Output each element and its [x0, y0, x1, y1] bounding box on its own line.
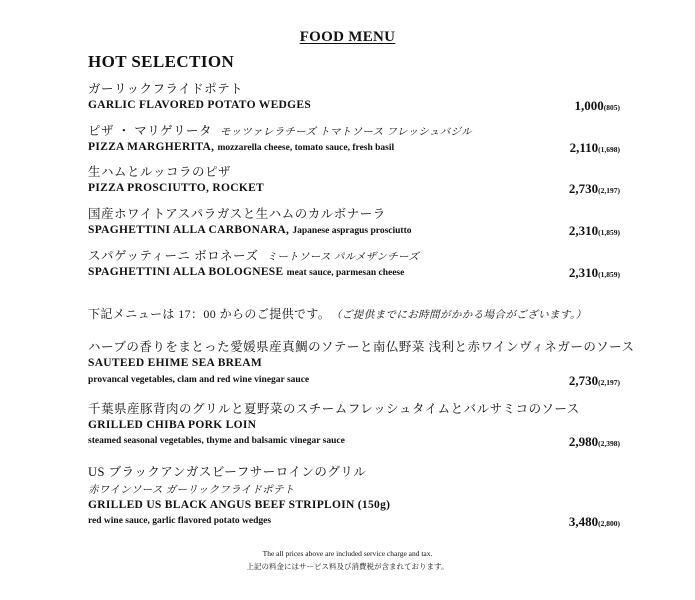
item-en-desc: mozzarella cheese, tomato sauce, fresh basil: [217, 143, 395, 153]
item-price: 1,000(805): [574, 98, 620, 113]
item-price: 2,110(1,698): [569, 140, 620, 155]
footer-note-en: The all prices above are included service charge and tax.: [262, 549, 433, 558]
item-en-desc: steamed seasonal vegetables, thyme and balsamic vinegar sauce: [88, 436, 345, 446]
item-en-name: GARLIC FLAVORED POTATO WEDGES: [88, 99, 312, 111]
item-jp-name: 生ハムとルッコラのピザ: [88, 165, 232, 179]
item-en-name: GRILLED CHIBA PORK LOIN: [88, 419, 257, 431]
section-heading: HOT SELECTION: [88, 52, 235, 71]
item-jp-desc: モッツァレラチーズ トマトソース フレッシュバジル: [220, 127, 472, 138]
item-jp-name: ピザ ・ マリゲリータ モッツァレラチーズ トマトソース フレッシュバジル: [88, 124, 472, 138]
menu-title: [0, 29, 695, 46]
item-en-desc: Japanese aspragus prosciutto: [292, 226, 412, 236]
item-price: 2,310(1,859): [568, 223, 620, 238]
item-jp-name: ハーブの香りをまとった愛媛県産真鯛のソテーと南仏野菜 浅利と赤ワインヴィネガーのソース: [88, 340, 635, 354]
item-en-name: PIZZA PROSCIUTTO, ROCKET: [88, 182, 265, 194]
item-en-name: SAUTEED EHIME SEA BREAM: [88, 357, 263, 369]
item-price: 2,730(2,197): [568, 181, 620, 196]
item-price: 2,980(2,398): [568, 434, 620, 449]
item-en-desc: meat sauce, parmesan cheese: [286, 268, 405, 278]
menu-title-text: FOOD MENU: [299, 29, 396, 45]
item-jp-desc: ミートソース パルメザンチーズ: [266, 252, 420, 263]
service-note-paren: （ご提供までにお時間がかかる場合がございます。）: [336, 310, 587, 321]
item-en-name: SPAGHETTINI ALLA BOLOGNESE meat sauce, parmesan cheese: [88, 266, 405, 278]
footer-note-jp: 上記の料金にはサービス料及び消費税が含まれております。: [246, 562, 449, 571]
item-en-name: PIZZA MARGHERITA, mozzarella cheese, tomato sauce, fresh basil: [88, 141, 395, 153]
item-jp-name: US ブラックアンガスビーフサーロインのグリル: [88, 465, 367, 479]
item-en-desc: red wine sauce, garlic flavored potato wedges: [88, 516, 272, 526]
item-en-name: SPAGHETTINI ALLA CARBONARA, Japanese aspragus prosciutto: [88, 224, 412, 236]
item-price: 2,310(1,859): [568, 265, 620, 280]
item-en-name: GRILLED US BLACK ANGUS BEEF STRIPLOIN (150g): [88, 499, 391, 511]
item-price: 2,730(2,197): [568, 373, 620, 388]
item-jp-desc: 赤ワインソース ガーリックフライドポテト: [88, 485, 295, 496]
item-price: 3,480(2,800): [568, 514, 620, 529]
item-jp-name: スパゲッティーニ ボロネーズ ミートソース パルメザンチーズ: [88, 249, 420, 263]
item-jp-name: 千葉県産豚背肉のグリルと夏野菜のスチームフレッシュタイムとバルサミコのソース: [88, 402, 580, 416]
item-jp-name: ガーリックフライドポテト: [88, 82, 244, 96]
item-en-desc: provancal vegetables, clam and red wine vinegar sauce: [88, 375, 310, 385]
service-note: 下記メニューは 17：00 からのご提供です。 （ご提供までにお時間がかかる場合がございます。）: [88, 307, 587, 321]
item-jp-name: 国産ホワイトアスパラガスと生ハムのカルボナーラ: [88, 207, 386, 221]
